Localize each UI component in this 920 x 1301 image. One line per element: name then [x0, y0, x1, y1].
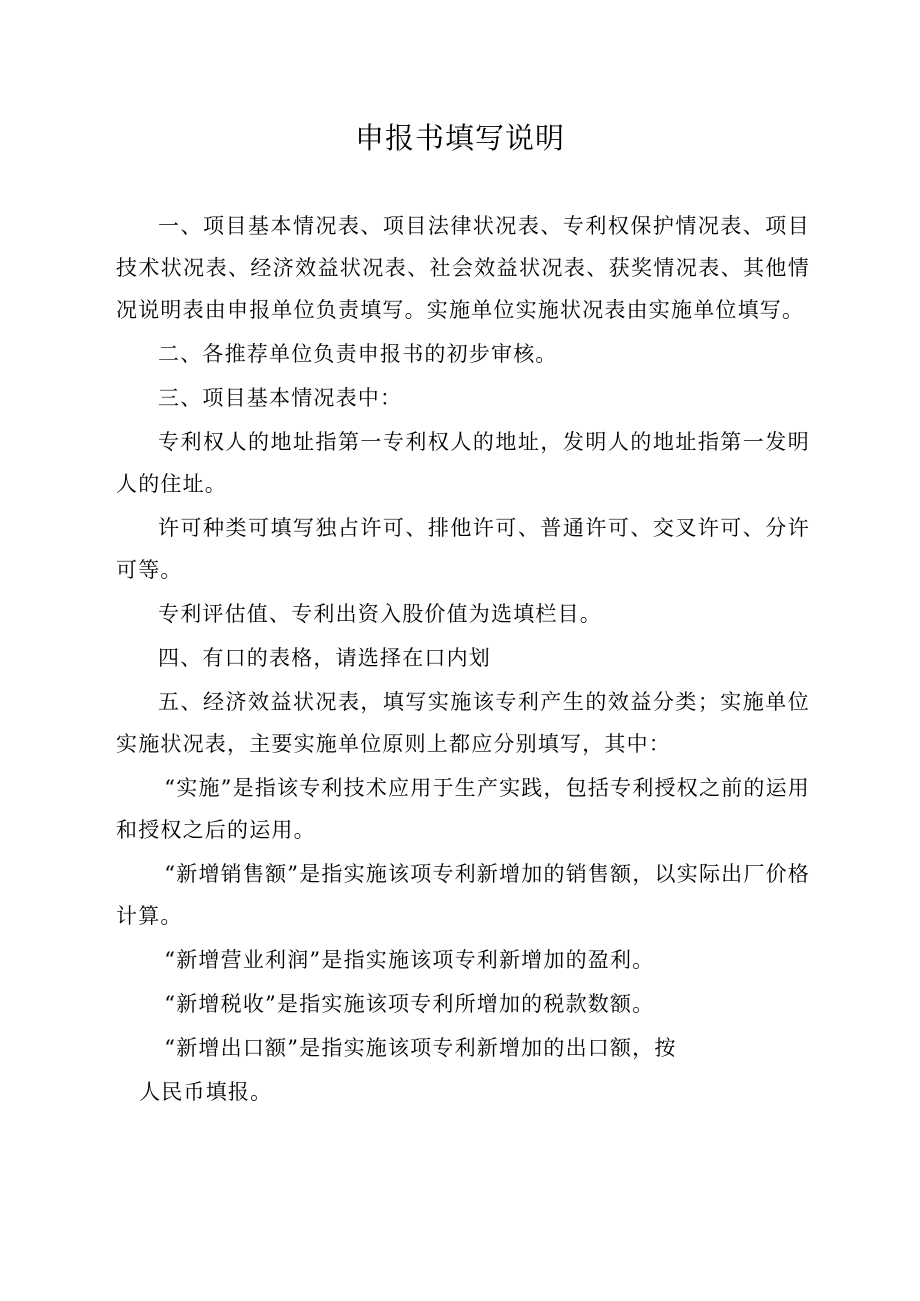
- paragraph-3-basic-info: 三、项目基本情况表中：: [158, 386, 403, 410]
- paragraph-5-economic: 五、经济效益状况表，填写实施该专利产生的效益分类；实施单位实施状况表，主要实施单位原则上都应分别填写，其中：: [116, 690, 810, 756]
- document-body: [116, 205, 810, 1113]
- definition-new-profit: “新增营业利润”是指实施该项专利新增加的盈利。: [164, 948, 655, 972]
- paragraph-2-review: 二、各推荐单位负责申报书的初步审核。: [158, 342, 558, 366]
- definition-new-tax: “新增税收”是指实施该项专利所增加的税款数额。: [164, 992, 655, 1016]
- paragraph-1-responsibility: 一、项目基本情况表、项目法律状况表、专利权保护情况表、项目技术状况表、经济效益状况表、社会效益状况表、获奖情况表、其他情况说明表由申报单位负责填写。实施单位实施状况表由实施单位填写。: [116, 214, 810, 322]
- definition-new-export: “新增出口额”是指实施该项专利新增加的出口额，按: [164, 1036, 677, 1060]
- definition-new-export-continued: 人民币填报。: [139, 1080, 273, 1104]
- paragraph-4-checkbox: 四、有口的表格，请选择在口内划: [158, 646, 491, 670]
- page-title: 申报书填写说明: [354, 121, 565, 155]
- paragraph-license-types: 许可种类可填写独占许可、排他许可、普通许可、交叉许可、分许可等。: [116, 516, 810, 582]
- paragraph-optional-fields: 专利评估值、专利出资入股价值为选填栏目。: [158, 602, 602, 626]
- definition-implementation: “实施”是指该专利技术应用于生产实践，包括专利授权之前的运用和授权之后的运用。: [116, 776, 810, 842]
- paragraph-address-note: 专利权人的地址指第一专利权人的地址，发明人的地址指第一发明人的住址。: [116, 430, 810, 496]
- definition-new-sales: “新增销售额”是指实施该项专利新增加的销售额，以实际出厂价格计算。: [116, 862, 810, 928]
